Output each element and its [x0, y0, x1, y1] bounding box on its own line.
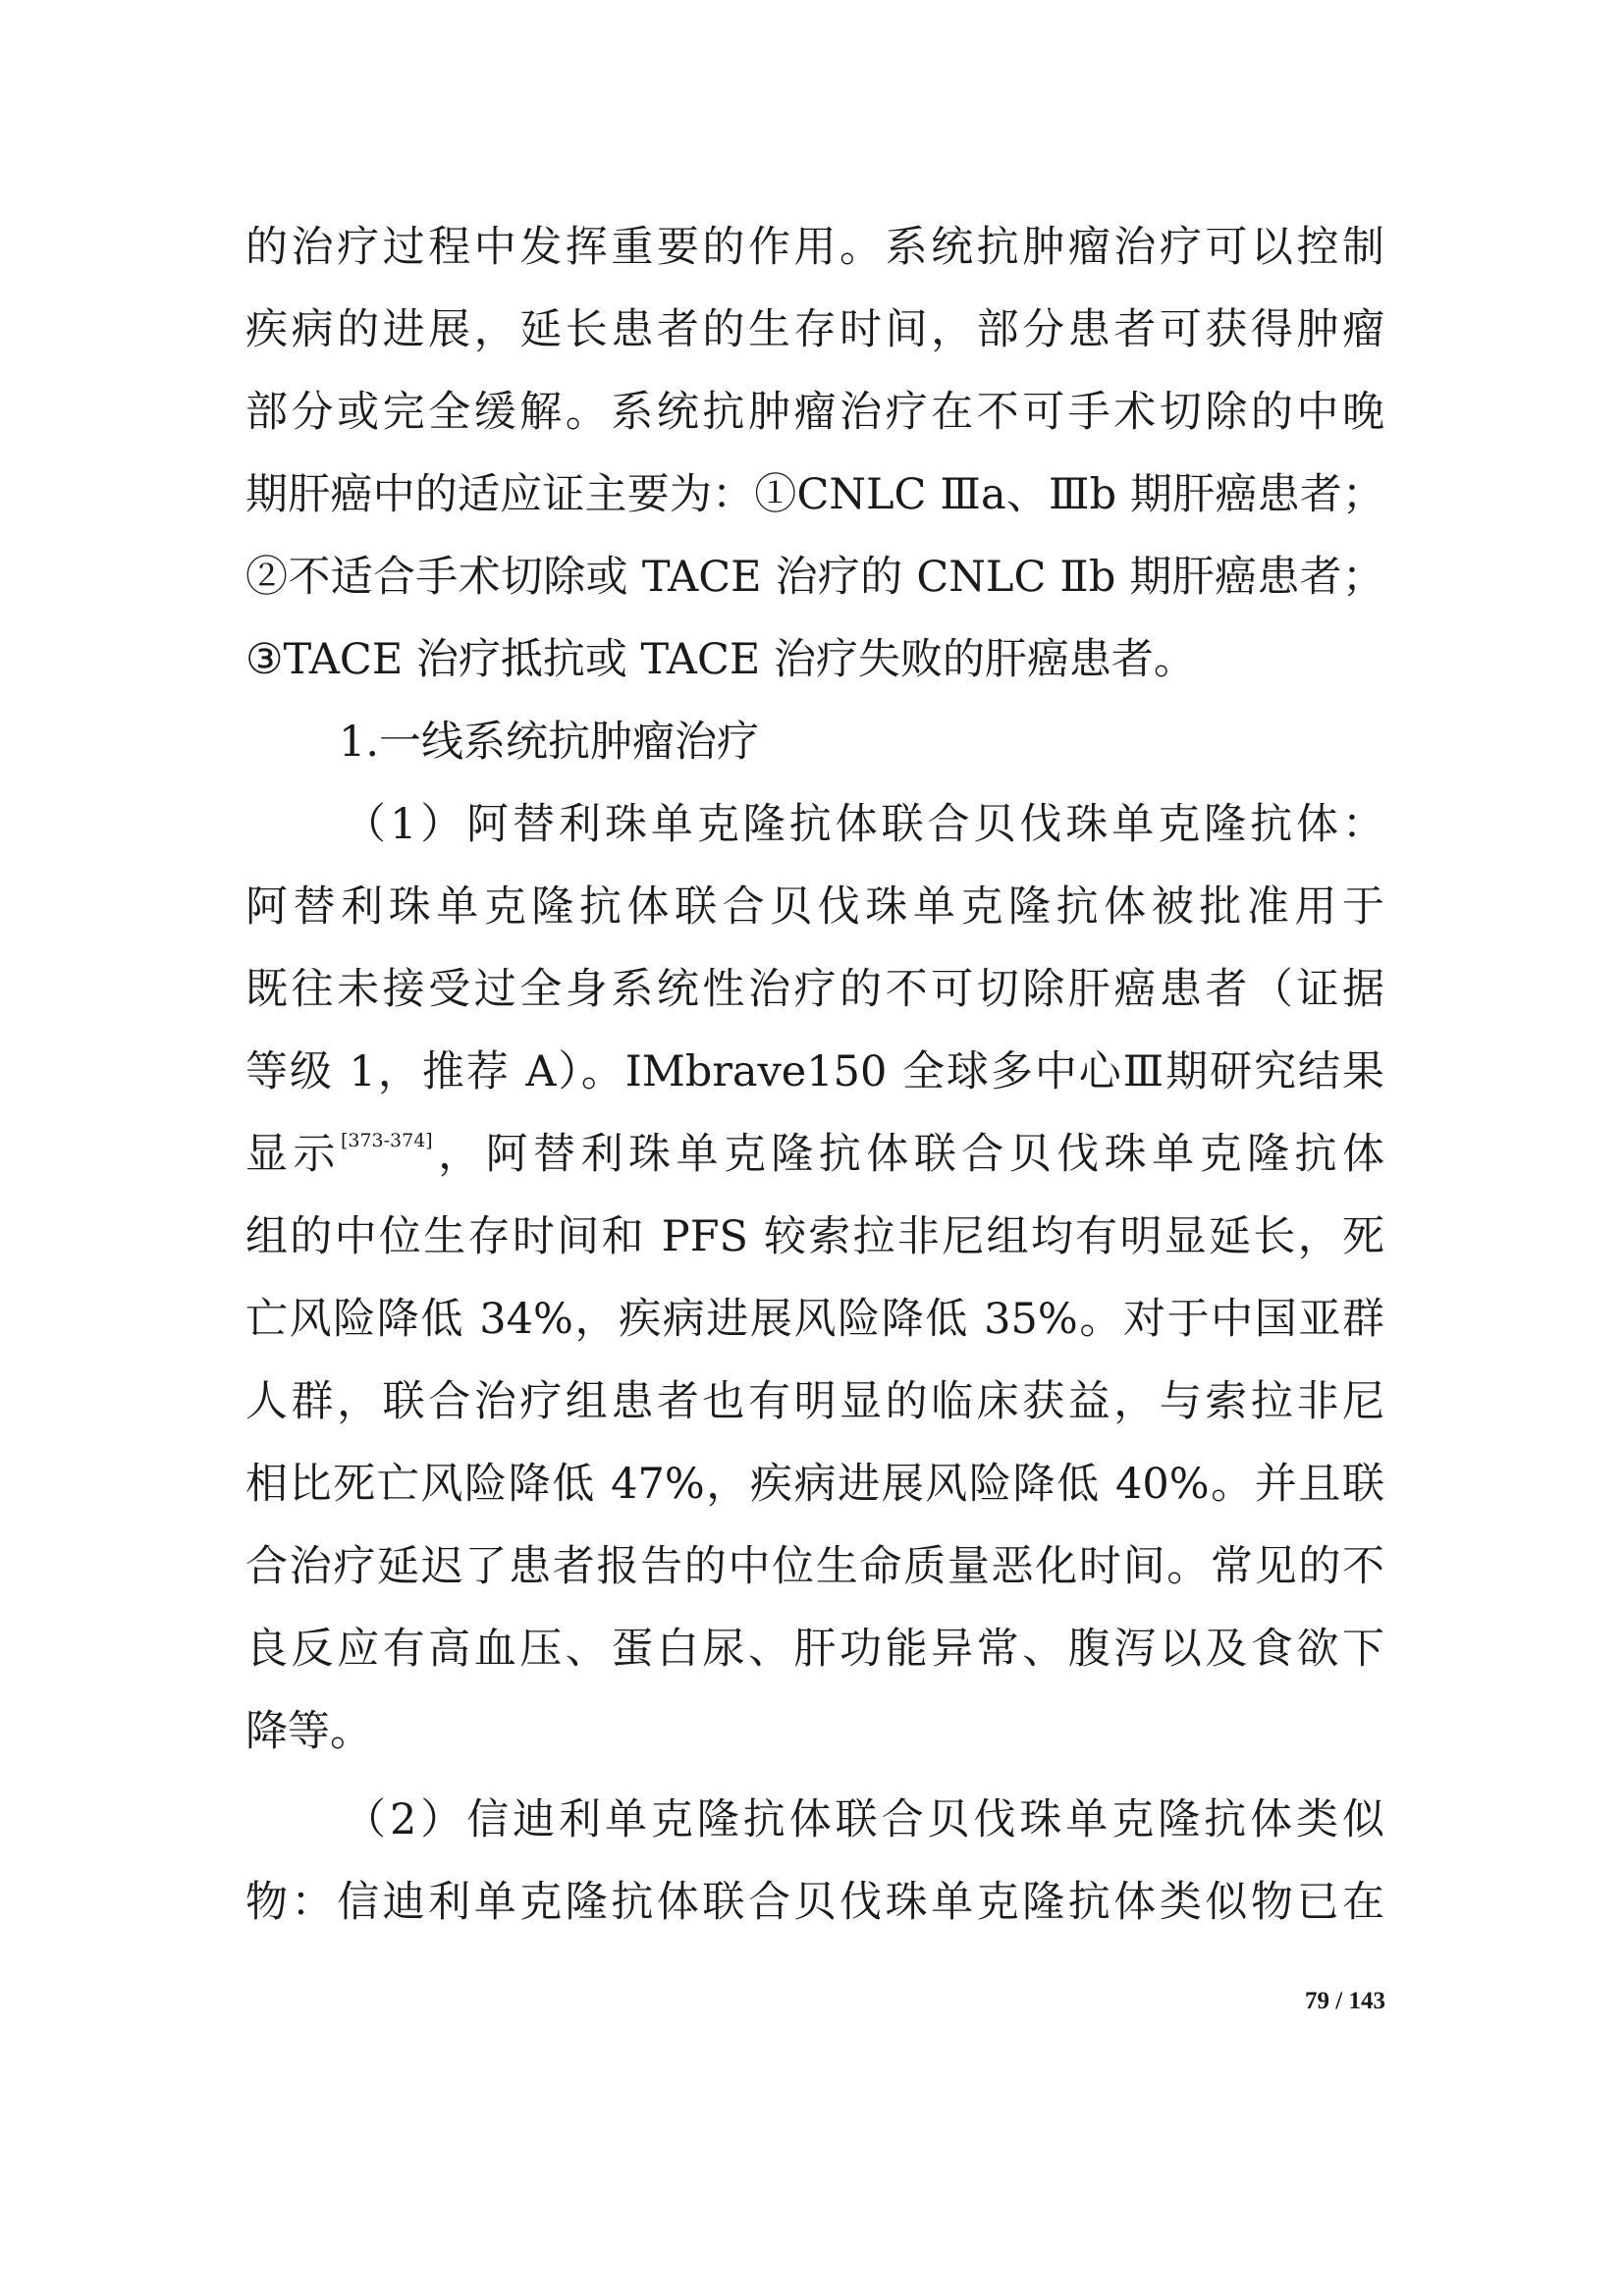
- text-line: 期肝癌中的适应证主要为：①CNLC Ⅲa、Ⅲb 期肝癌患者；: [245, 470, 1384, 519]
- text-fragment: ，阿替利珠单克隆抗体联合贝伐珠单克隆抗体: [432, 1130, 1384, 1179]
- section-heading: 1.一线系统抗肿瘤治疗: [339, 718, 760, 767]
- text-line: 降等。: [245, 1707, 372, 1756]
- paragraph-atezolizumab: [245, 783, 1384, 1773]
- paragraph-heading-line: （2）信迪利单克隆抗体联合贝伐珠单克隆抗体类似: [344, 1795, 1384, 1844]
- text-line: 物：信迪利单克隆抗体联合贝伐珠单克隆抗体类似物已在: [245, 1878, 1384, 1927]
- text-line: 的治疗过程中发挥重要的作用。系统抗肿瘤治疗可以控制: [245, 223, 1384, 272]
- text-line: 相比死亡风险降低 47%，疾病进展风险降低 40%。并且联: [245, 1460, 1384, 1509]
- text-line: 疾病的进展，延长患者的生存时间，部分患者可获得肿瘤: [245, 305, 1384, 354]
- citation-reference: [373-374]: [340, 1130, 433, 1151]
- text-line: 合治疗延迟了患者报告的中位生命质量恶化时间。常见的不: [245, 1542, 1384, 1591]
- text-line: 人群，联合治疗组患者也有明显的临床获益，与索拉非尼: [245, 1377, 1384, 1426]
- text-line: 部分或完全缓解。系统抗肿瘤治疗在不可手术切除的中晚: [245, 388, 1384, 437]
- intro-paragraph: [245, 206, 1384, 701]
- text-line: 阿替利珠单克隆抗体联合贝伐珠单克隆抗体被批准用于: [245, 882, 1384, 932]
- text-line: ③TACE 治疗抵抗或 TACE 治疗失败的肝癌患者。: [245, 635, 1196, 684]
- paragraph-heading-line: （1）阿替利珠单克隆抗体联合贝伐珠单克隆抗体：: [344, 800, 1384, 849]
- paragraph-sintilimab: [245, 1779, 1384, 1944]
- text-line: ②不适合手术切除或 TACE 治疗的 CNLC Ⅱb 期肝癌患者；: [245, 553, 1384, 602]
- text-line: 既往未接受过全身系统性治疗的不可切除肝癌患者（证据: [245, 965, 1384, 1014]
- text-line: 亡风险降低 34%，疾病进展风险降低 35%。对于中国亚群: [245, 1295, 1384, 1344]
- text-line: 组的中位生存时间和 PFS 较索拉非尼组均有明显延长，死: [245, 1212, 1384, 1261]
- page-number: 79 / 143: [1305, 1988, 1385, 2014]
- text-line: 良反应有高血压、蛋白尿、肝功能异常、腹泻以及食欲下: [245, 1625, 1384, 1674]
- text-line-with-citation: [245, 1113, 1384, 1196]
- text-fragment: 显示: [245, 1130, 341, 1179]
- document-body: [245, 206, 1384, 1944]
- text-line: 等级 1，推荐 A）。IMbrave150 全球多中心Ⅲ期研究结果: [245, 1047, 1384, 1096]
